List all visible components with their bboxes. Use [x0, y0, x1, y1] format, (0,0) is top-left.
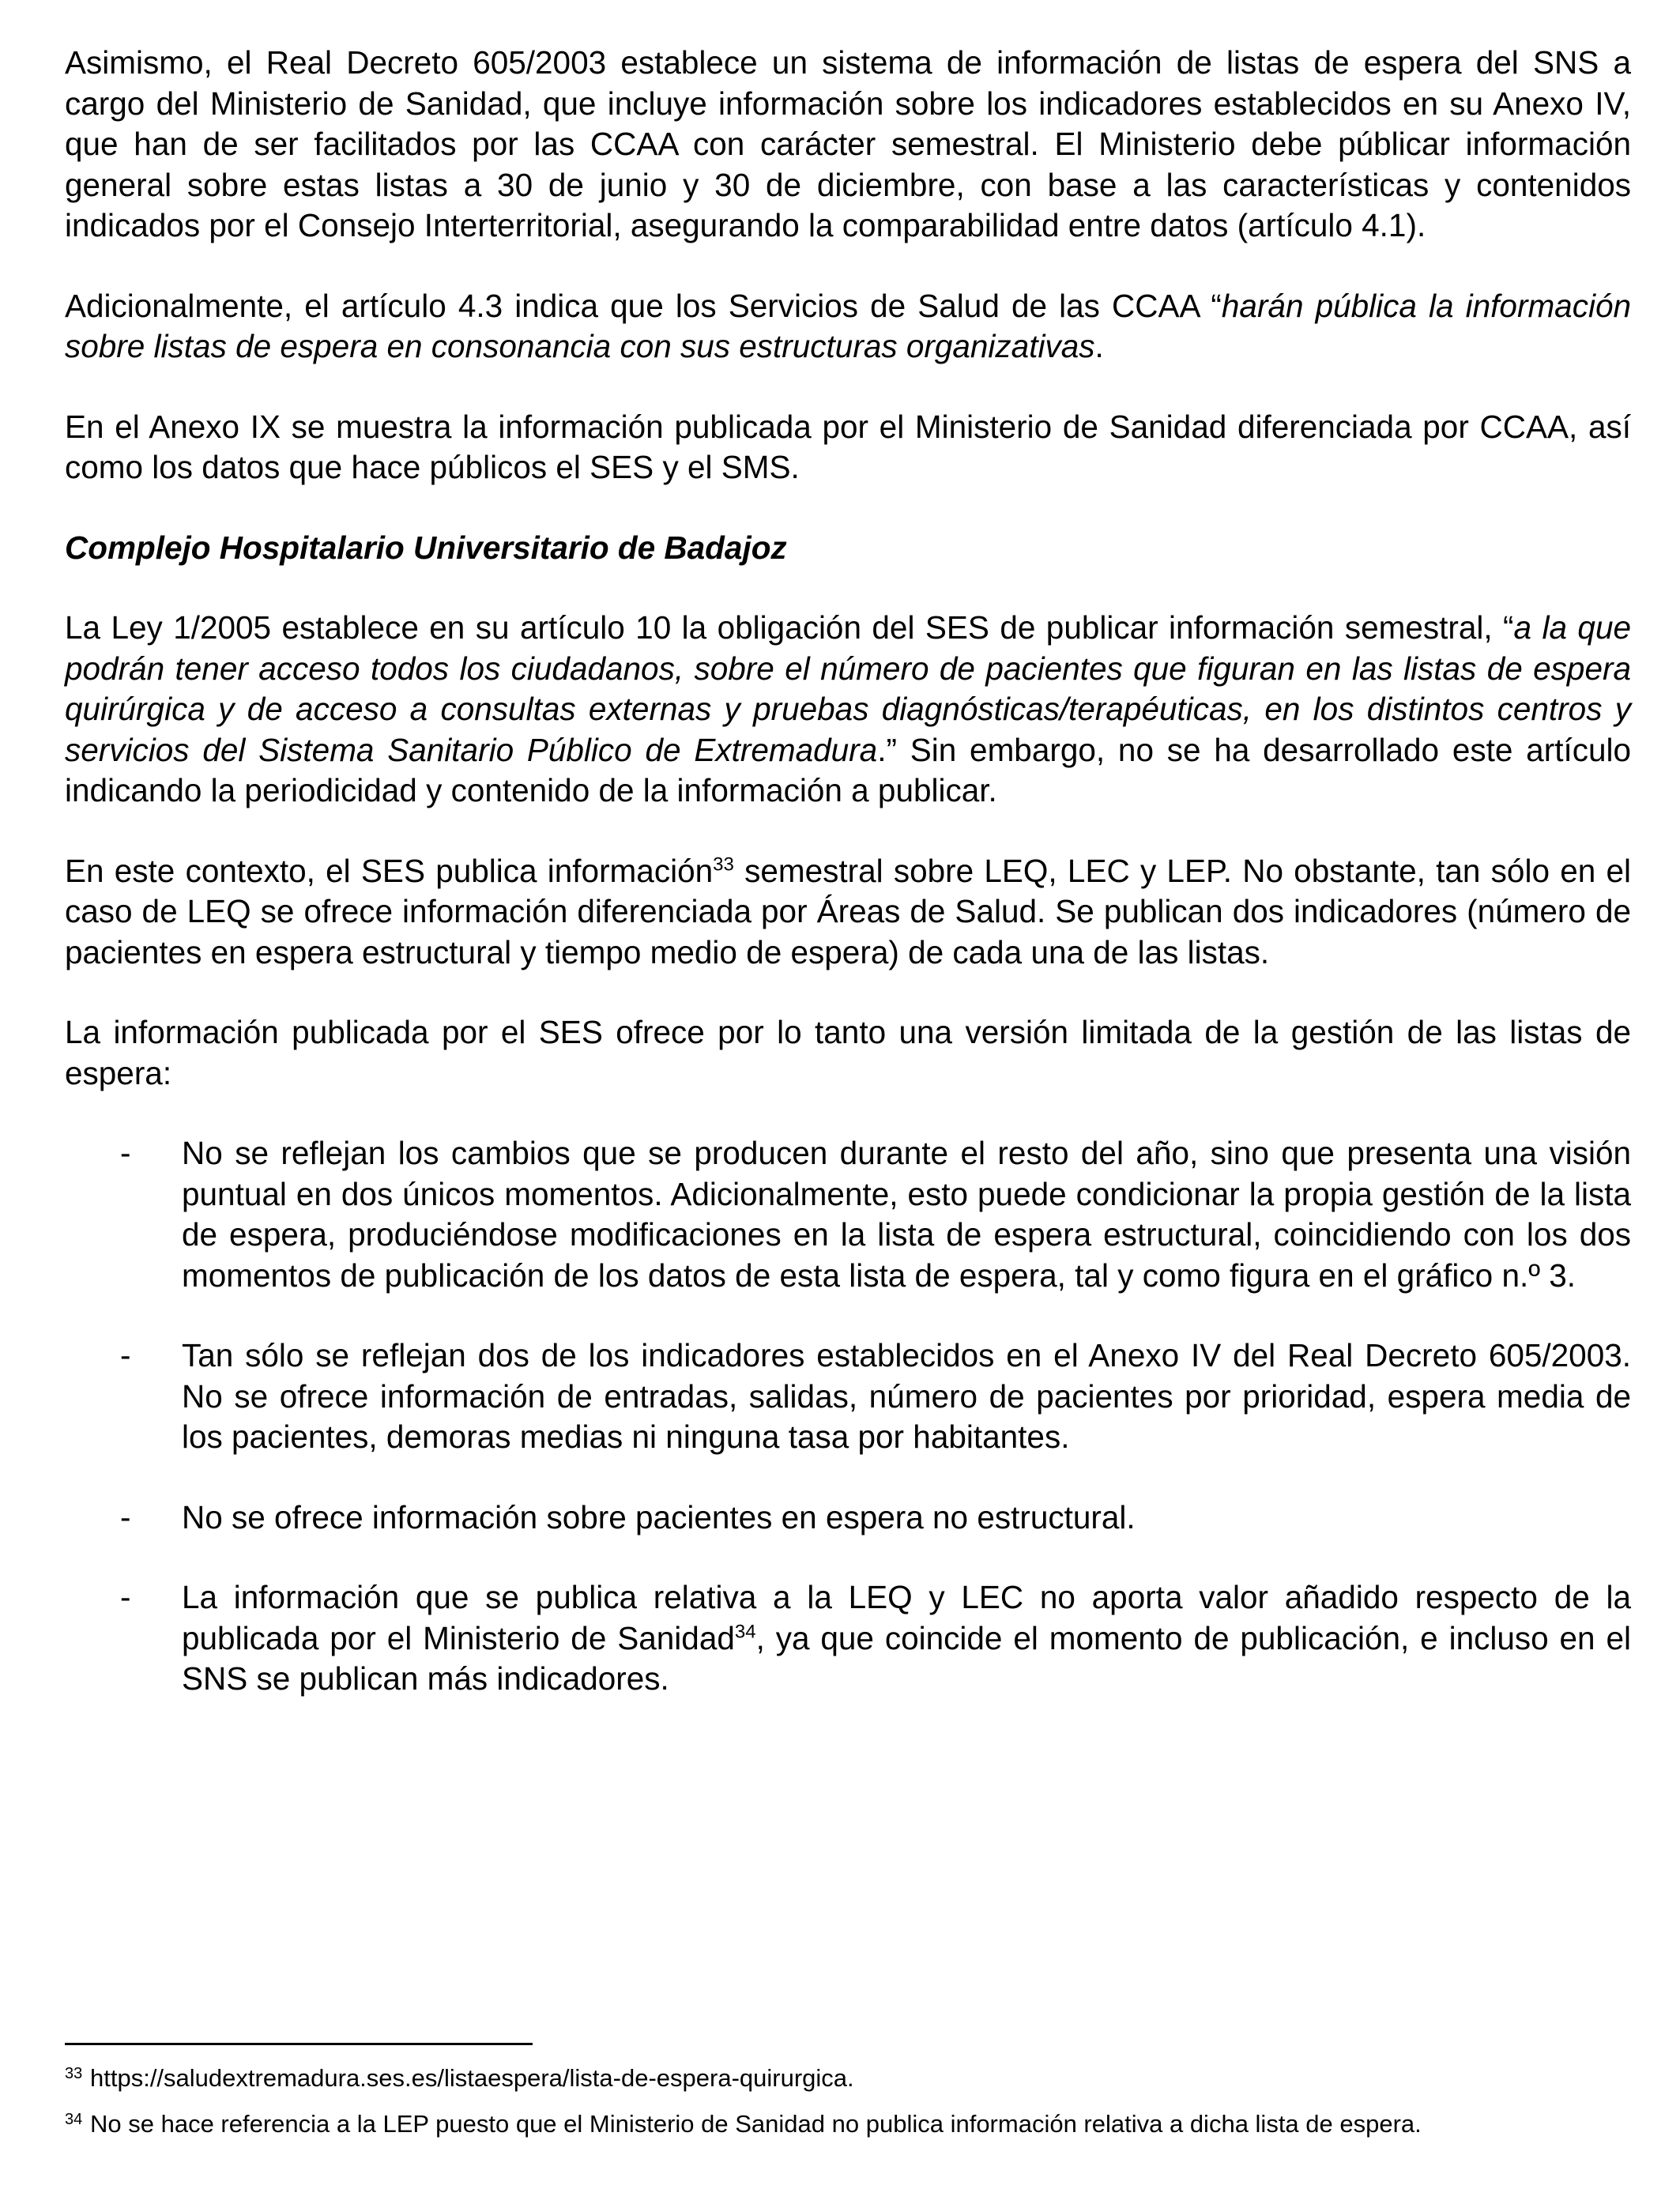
- list-item-text: No se reflejan los cambios que se producen durante el resto del año, sino que presenta una visión puntual en dos únicos momentos. Adicionalmente, esto puede condicionar la propia gestión de la lista de espera, produciéndose modificaciones en la lista de espera estructural, coincidiendo con los dos momentos de publicación de los datos de esta lista de espera, tal y como figura en el gráfico n.º 3.: [182, 1135, 1631, 1294]
- quote-italic: a la que podrán tener acceso todos los ciudadanos, sobre el número de pacientes que figuran en las listas de espera quirúrgica y de acceso a consultas externas y pruebas diagnósticas/terapéuticas, en los distintos centros y servicios del Sistema Sanitario Público de Extremadura: [65, 609, 1631, 768]
- paragraph-contexto: [65, 851, 1631, 974]
- paragraph-articulo-4-3: [65, 286, 1631, 367]
- section-heading: Complejo Hospitalario Universitario de Badajoz: [65, 529, 787, 566]
- dash-bullet: -: [120, 1498, 131, 1535]
- list-item: [65, 1498, 1631, 1539]
- dash-bullet: -: [120, 1135, 131, 1171]
- text: semestral sobre LEQ, LEC y LEP. No obstante, tan sólo en el caso de LEQ se ofrece información diferenciada por Áreas de Salud. Se publican dos indicadores (número de pacientes en espera estructural y tiempo medio de espera) de cada una de las listas.: [65, 852, 1632, 970]
- footnote-33: 33 https://saludextremadura.ses.es/listaespera/lista-de-espera-quirurgica.: [65, 2064, 854, 2092]
- paragraph-real-decreto: Asimismo, el Real Decreto 605/2003 establece un sistema de información de listas de espera del SNS a cargo del Ministerio de Sanidad, que incluye información sobre los indicadores establecidos en su Anexo IV, que han de ser facilitados por las CCAA con carácter semestral. El Ministerio debe públicar información general sobre estas listas a 30 de junio y 30 de diciembre, con base a las características y contenidos indicados por el Consejo Interterritorial, asegurando la comparabilidad entre datos (artículo 4.1).: [65, 44, 1631, 243]
- list-item-text: Tan sólo se reflejan dos de los indicadores establecidos en el Anexo IV del Real Decreto 605/2003. No se ofrece información de entradas, salidas, número de pacientes por prioridad, espera media de los pacientes, demoras medias ni ninguna tasa por habitantes.: [182, 1337, 1631, 1455]
- footnote-link[interactable]: https://saludextremadura.ses.es/listaespera/lista-de-espera-quirurgica.: [90, 2064, 854, 2092]
- footnote-separator: [65, 2043, 533, 2045]
- text: .: [1094, 328, 1104, 364]
- paragraph-anexo-ix: En el Anexo IX se muestra la información publicada por el Ministerio de Sanidad diferenciada por CCAA, así como los datos que hace públicos el SES y el SMS.: [65, 408, 1631, 485]
- list-item-text: La información que se publica relativa a la LEQ y LEC no aporta valor añadido respecto de la publicada por el Ministerio de Sanidad: [182, 1579, 1631, 1656]
- text: En este contexto, el SES publica información: [65, 852, 714, 889]
- list-item: [65, 1577, 1631, 1700]
- quote-italic: harán pública la información sobre listas de espera en consonancia con sus estructuras organizativas: [65, 287, 1632, 364]
- list-item: [65, 1133, 1631, 1296]
- footnote-34: 34 No se hace referencia a la LEP puesto que el Ministerio de Sanidad no publica información relativa a dicha lista de espera.: [65, 2110, 1422, 2138]
- paragraph-ley-1-2005: [65, 608, 1631, 812]
- text: La Ley 1/2005 establece en su artículo 10 la obligación del SES de publicar información semestral, “: [65, 609, 1514, 646]
- footnote-ref-33[interactable]: 33: [713, 853, 734, 875]
- footnote-text: No se hace referencia a la LEP puesto que el Ministerio de Sanidad no publica información relativa a dicha lista de espera.: [90, 2110, 1422, 2138]
- list-item-text: , ya que coincide el momento de publicación, e incluso en el SNS se publican más indicadores.: [182, 1619, 1631, 1697]
- paragraph-informacion-limitada: La información publicada por el SES ofrece por lo tanto una versión limitada de la gestión de las listas de espera:: [65, 1014, 1631, 1091]
- list-item: [65, 1336, 1631, 1458]
- document-body: [65, 43, 1631, 1739]
- dash-bullet: -: [120, 1337, 131, 1373]
- footnote-ref-34[interactable]: 34: [734, 1621, 756, 1642]
- list-item-text: No se ofrece información sobre pacientes en espera no estructural.: [182, 1498, 1136, 1535]
- limitations-list: [65, 1133, 1631, 1700]
- footnotes: [65, 2063, 1631, 2154]
- text: Adicionalmente, el artículo 4.3 indica que los Servicios de Salud de las CCAA “: [65, 287, 1222, 324]
- text: .” Sin embargo, no se ha desarrollado este artículo indicando la periodicidad y contenido de la información a publicar.: [65, 731, 1631, 808]
- dash-bullet: -: [120, 1579, 131, 1615]
